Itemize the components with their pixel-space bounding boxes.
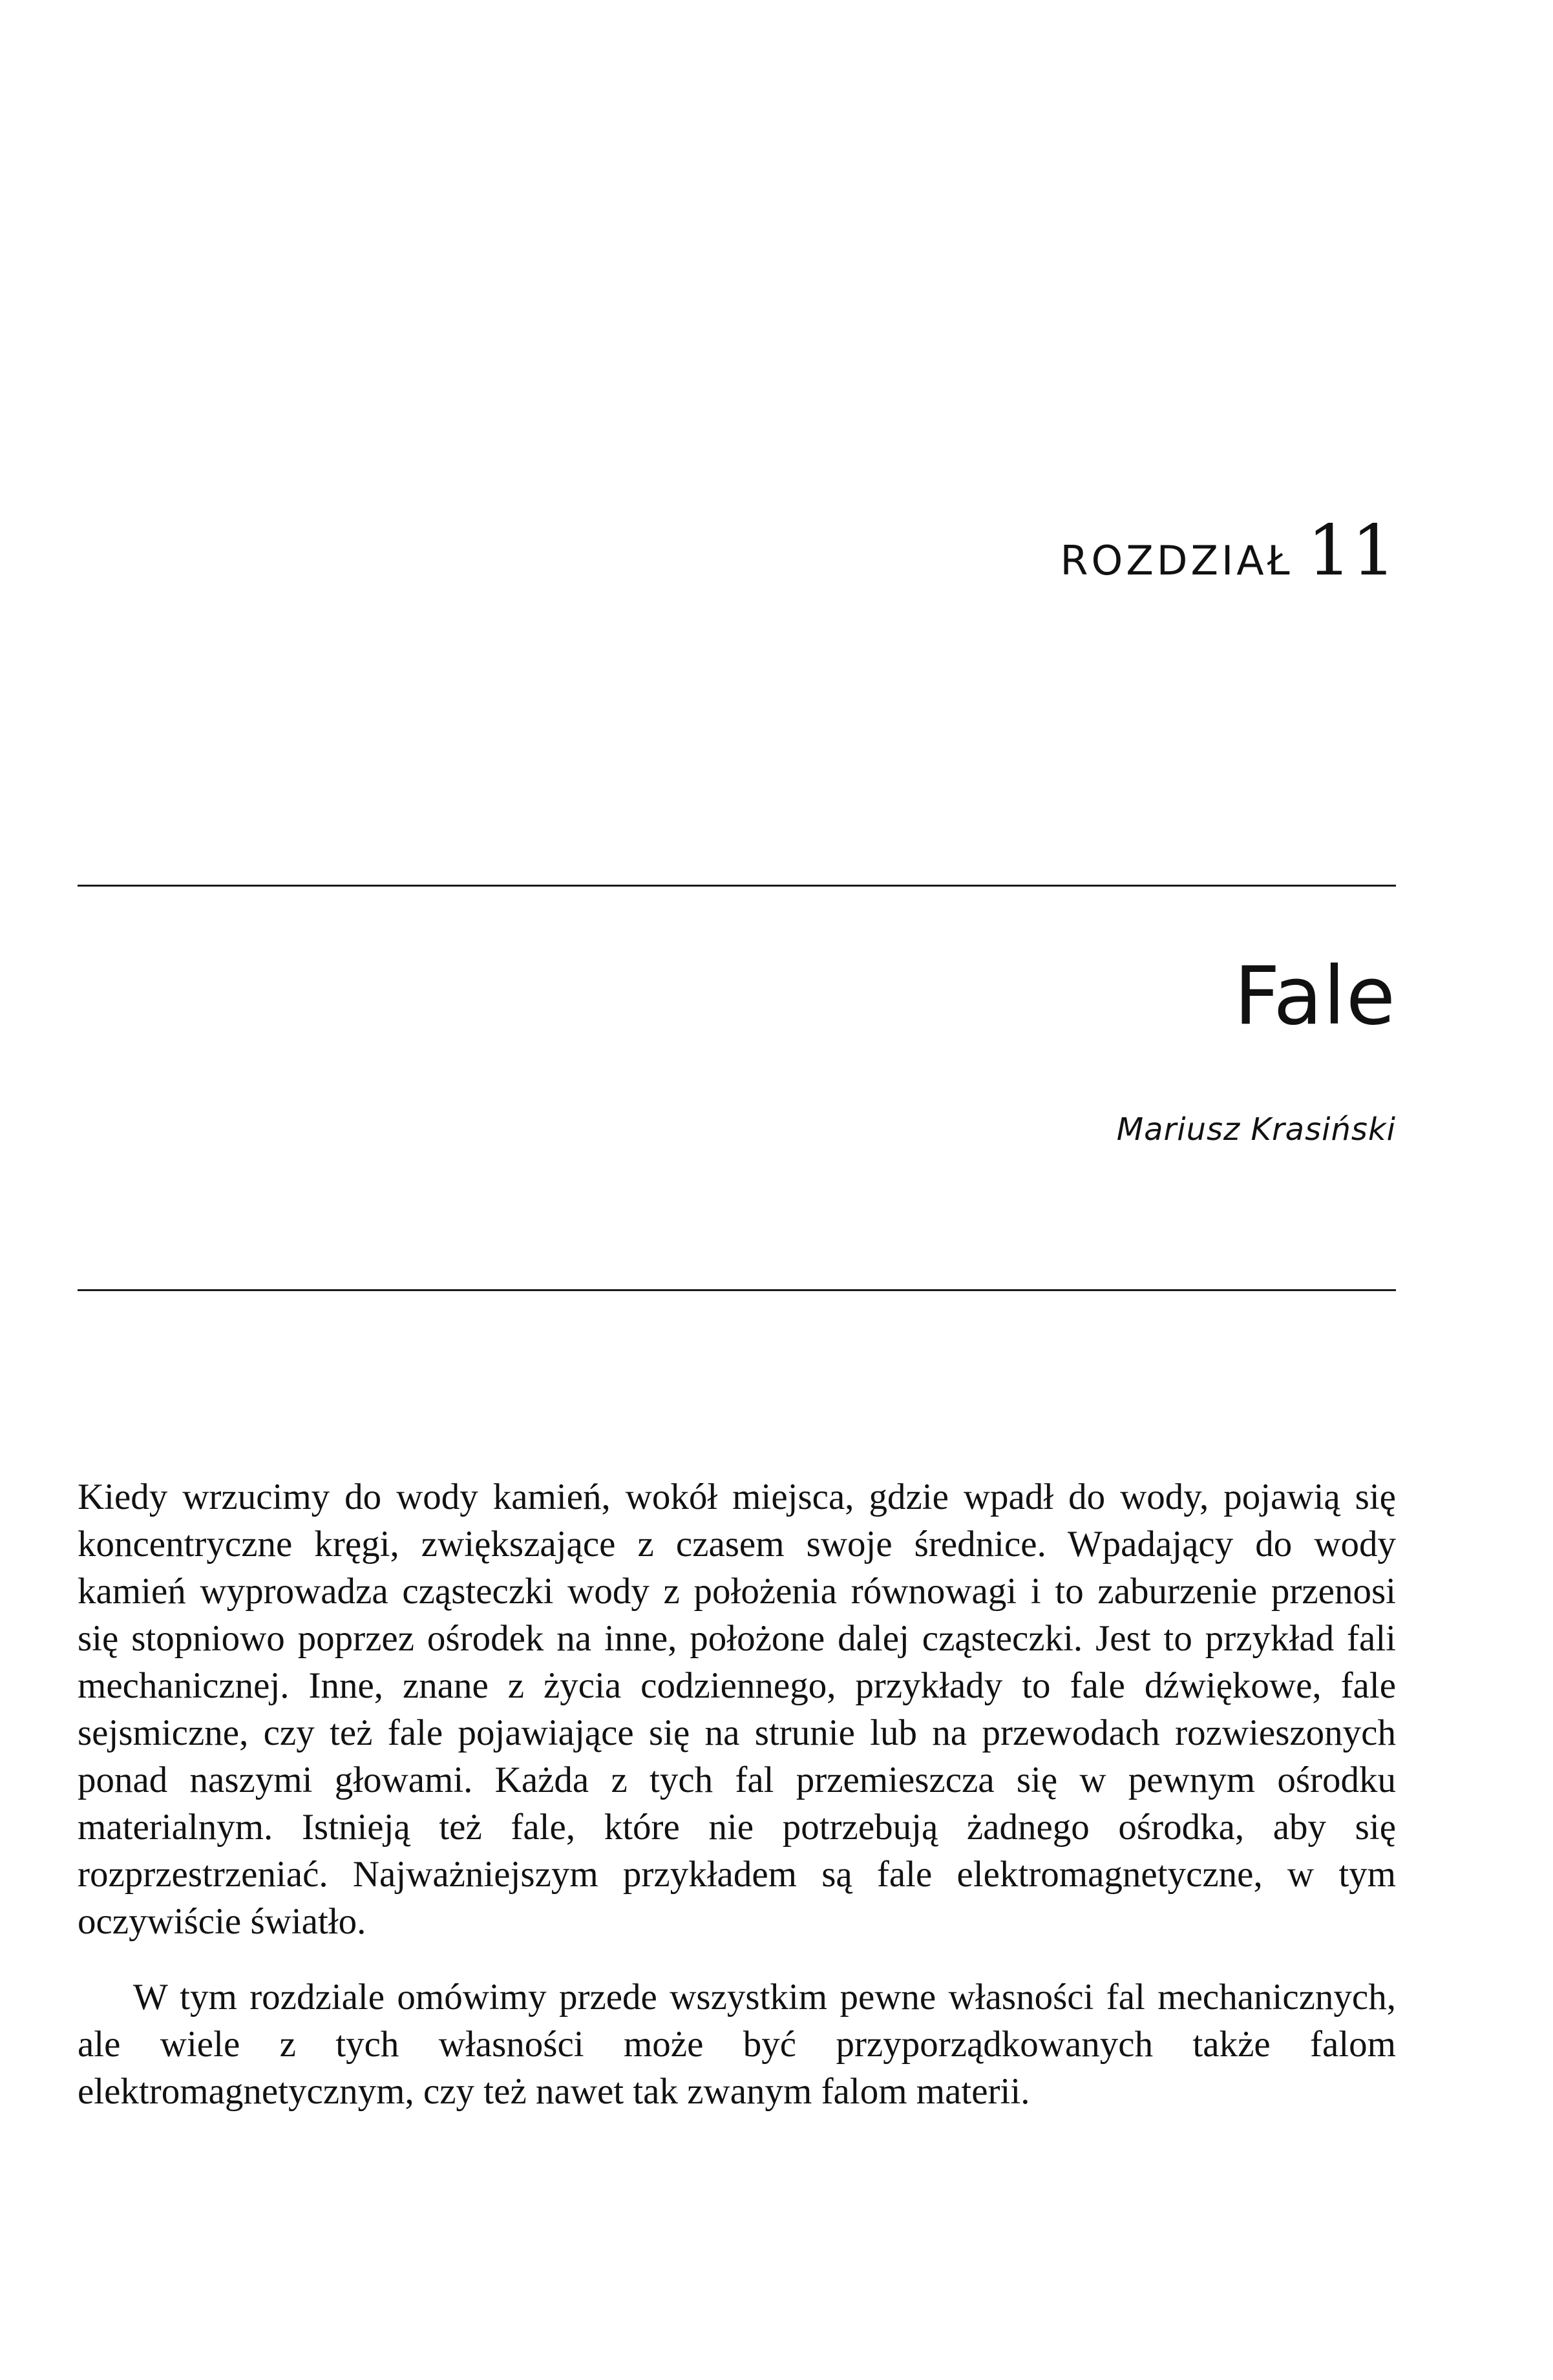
paragraph: W tym rozdziale omówimy przede wszystkim pewne własności fal mechanicznych, ale wiele z tych własności może być przyporządkowanych także falom elektromagnetycznym, czy też nawet tak zwanym falom materii. <box>78 1977 1396 2112</box>
body-text <box>78 1473 1396 2115</box>
chapter-number: 11 <box>1307 511 1396 591</box>
chapter-heading <box>1060 511 1396 591</box>
chapter-author: Mariusz Krasiński <box>1116 1111 1396 1148</box>
paragraph: Kiedy wrzucimy do wody kamień, wokół miejsca, gdzie wpadł do wody, pojawią się koncentryczne kręgi, zwiększające z czasem swoje średnice. Wpadający do wody kamień wyprowadza cząsteczki wody z położenia równowagi i to zaburzenie przenosi się stopniowo poprzez ośrodek na inne, położone dalej cząsteczki. Jest to przykład fali mechanicznej. Inne, znane z życia codziennego, przykłady to fale dźwiękowe, fale sejsmiczne, czy też fale pojawiające się na strunie lub na przewodach rozwieszonych ponad naszymi głowami. Każda z tych fal przemieszcza się w pewnym ośrodku materialnym. Istnieją też fale, które nie potrzebują żadnego ośrodka, aby się rozprzestrzeniać. Najważniejszym przykładem są fale elektromagnetyczne, w tym oczywiście światło. <box>78 1477 1396 1942</box>
chapter-title: Fale <box>1234 950 1396 1043</box>
chapter-label: ROZDZIAŁ <box>1060 537 1293 584</box>
book-page <box>78 0 1396 2380</box>
bottom-rule <box>78 1289 1396 1291</box>
top-rule <box>78 885 1396 887</box>
